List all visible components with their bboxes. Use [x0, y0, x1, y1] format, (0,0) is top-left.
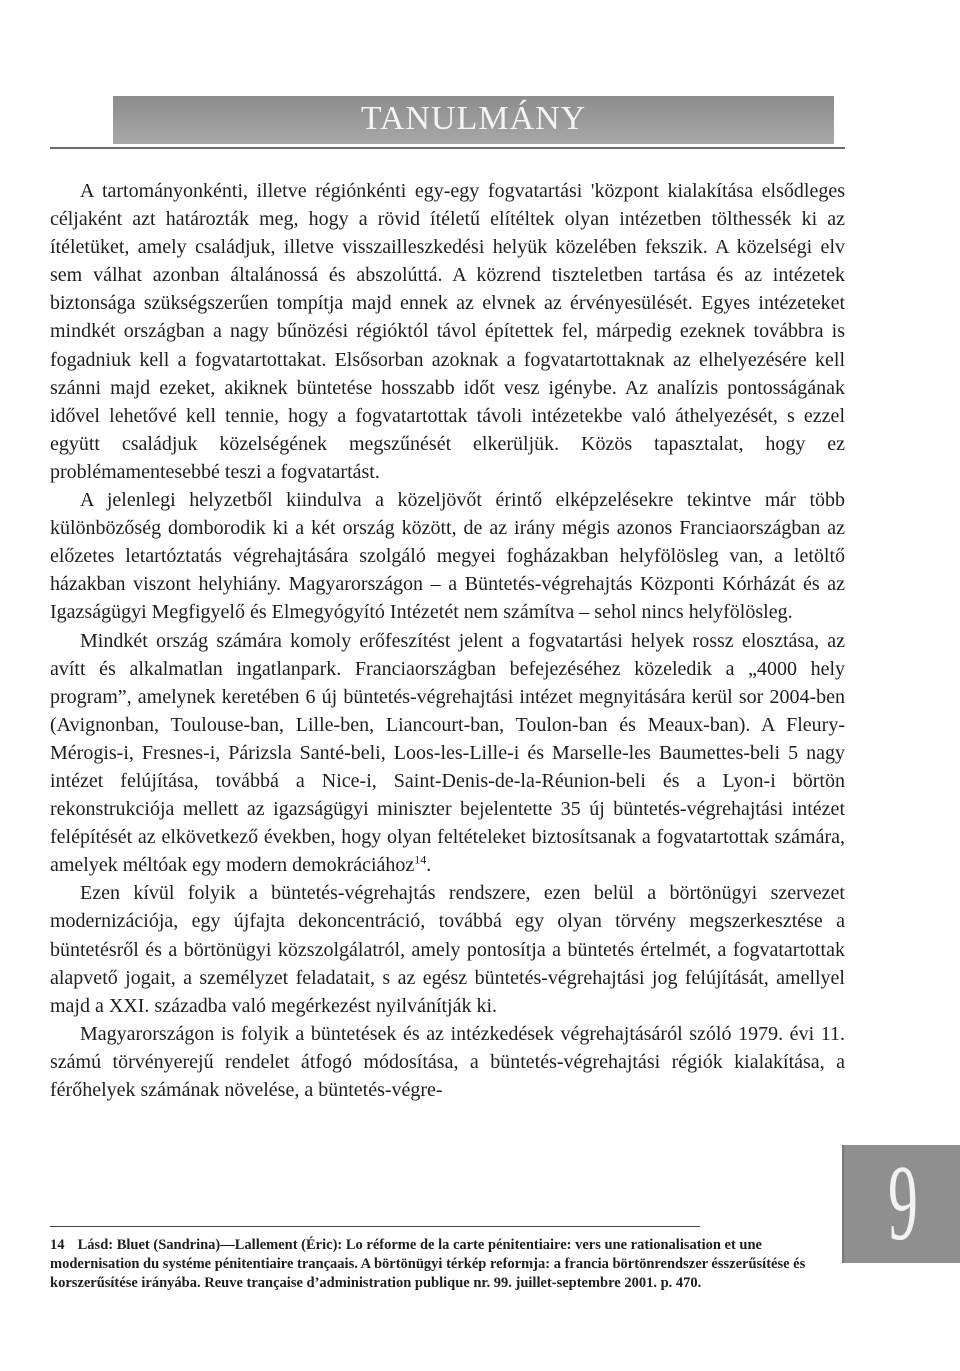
- paragraph-1: A tartományonkénti, illetve régiónkénti egy-egy fogvatartási 'központ kialakítása elsődleges céljaként azt határozták meg, hogy a rövid ítéletű elítéltek olyan intézetben tölthessék ki az ítéletüket, amely családjuk, illetve visszailleszkedési helyük közelében fekszik. A közelségi elv sem válhat azonban általánossá és abszolúttá. A közrend tiszteletben tartása és az intézetek biztonsága szükségszerűen tompítja majd ennek az elvnek az érvényesülését. Egyes intézeteket mindkét országban a nagy bűnözési régióktól távol építettek fel, márpedig ezeknek továbbra is fogadniuk kell a fogvatartottakat. Elsősorban azoknak a fogvatartottaknak az elhelyezésére kell szánni majd ezeket, akiknek büntetése hosszabb időt vesz igénybe. Az analízis pontosságának idővel lehetővé kell tennie, hogy a fogvatartottak távoli intézetekbe való áthelyezését, s ezzel együtt családjuk közelségének megszűnését elkerüljük. Közös tapasztalat, hogy ez problémamentesebbé teszi a fogvatartást.: [50, 180, 845, 483]
- paragraph-4: Ezen kívül folyik a büntetés-végrehajtás rendszere, ezen belül a börtönügyi szervezet modernizációja, egy újfajta dekoncentráció, továbbá egy olyan törvény megszerkesztése a büntetésről és a börtönügyi közszolgálatról, amely pontosítja a büntetés értelmét, a fogvatartottak alapvető jogait, a személyzet feladatait, s az egész büntetés-végrehajtási jog felújítását, amellyel majd a XXI. századba való megérkezést nyilvánítják ki.: [50, 882, 845, 1017]
- footnote-text: Lásd: Bluet (Sandrina)—Lallement (Éric): Lo réforme de la carte pénitentiaire: vers une rationalisation et une modernisation du systéme pénitentiaire trançaais. A börtönügyi térkép reformja: a francia börtönrendszer ésszerűsítése és korszerűsítése irányába. Reuve trançaise d’administration publique nr. 99. juillet-septembre 2001. p. 470.: [50, 1237, 806, 1291]
- paragraph-3: [50, 627, 845, 880]
- footnote-number: 14: [50, 1237, 65, 1253]
- footnote-divider: [50, 1226, 700, 1227]
- page-number-tab: [842, 1145, 960, 1263]
- footnote: [50, 1236, 830, 1293]
- header-rule: [50, 147, 845, 149]
- paragraph-3-text: Mindkét ország számára komoly erőfeszítést jelent a fogvatartási helyek rossz elosztása, az avítt és alkalmatlan ingatlanpark. Franciaországban befejezéséhez közeledik a „4000 hely program”, amelynek keretében 6 új büntetés-végrehajtási intézet megnyitására kerül sor 2004-ben (Avignonban, Toulouse-ban, Lille-ben, Liancourt-ban, Toulon-ban és Meaux-ban). A Fleury-Mérogis-i, Fresnes-i, Párizsla Santé-beli, Loos-les-Lille-i és Marselle-les Baumettes-beli 5 nagy intézet felújítása, továbbá a Nice-i, Saint-Denis-de-la-Réunion-beli és a Lyon-i börtön rekonstrukciója mellett az igazságügyi miniszter bejelentette 35 új büntetés-végrehajtási intézet felépítését az elkövetkező években, hogy olyan feltételeket biztosítsanak a fogvatartottak számára, amelyek méltóak egy modern demokráciához: [50, 629, 845, 877]
- article-body: [50, 177, 845, 1104]
- paragraph-5: Magyarországon is folyik a büntetések és az intézkedések végrehajtásáról szóló 1979. évi 11. számú törvényerejű rendelet átfogó módosítása, a büntetés-végrehajtási régiók kialakítása, a férőhelyek számának növelése, a büntetés-végre-: [50, 1022, 845, 1101]
- footnote-reference[interactable]: 14: [414, 852, 427, 867]
- paragraph-3-end: .: [426, 854, 432, 877]
- page-number: 9: [888, 1144, 918, 1263]
- paragraph-2: A jelenlegi helyzetből kiindulva a közeljövőt érintő elképzelésekre tekintve már több különbözőség domborodik ki a két ország között, de az irány mégis azonos Franciaországban az előzetes letartóztatás végrehajtására szolgáló megyei fogházakban helyfölösleg van, a letöltő házakban viszont helyhiány. Magyarországon – a Büntetés-végrehajtás Központi Kórházát és az Igazságügyi Megfigyelő és Elmegyógyító Intézetét nem számítva – sehol nincs helyfölösleg.: [50, 489, 845, 624]
- section-title: TANULMÁNY: [360, 100, 587, 137]
- header-band: [113, 96, 834, 144]
